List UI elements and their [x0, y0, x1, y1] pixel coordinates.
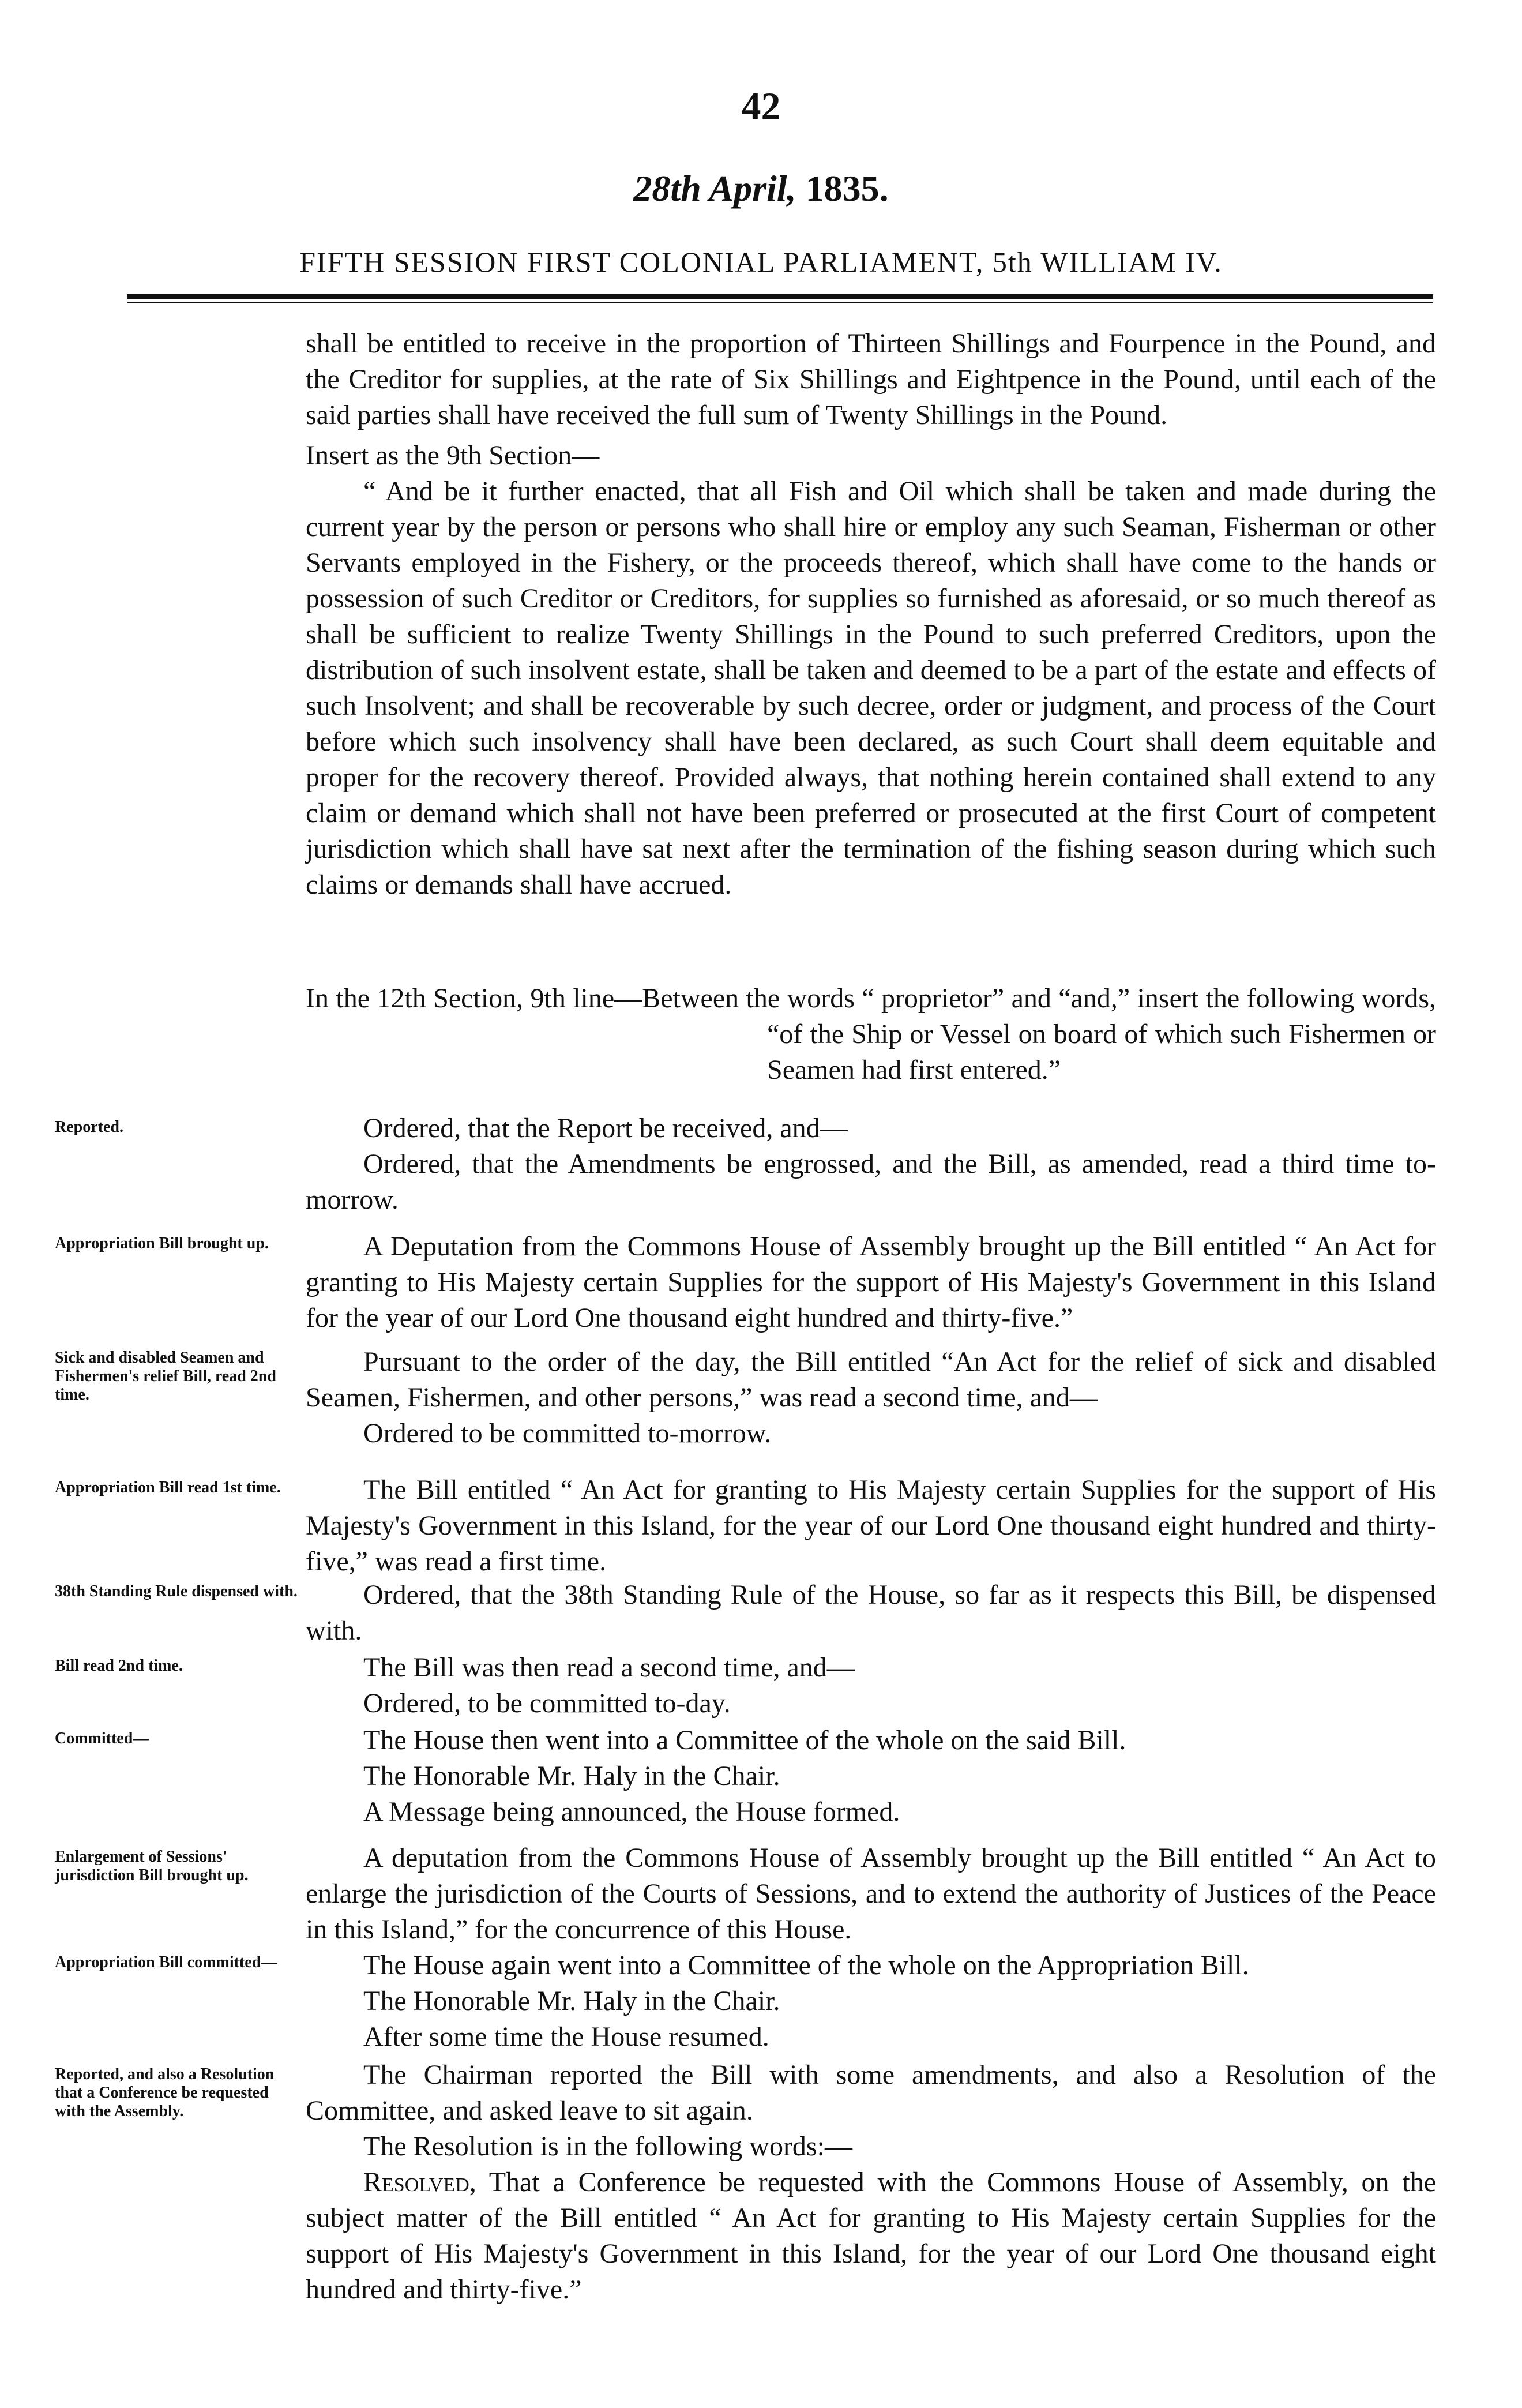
paragraph-resolved: [306, 2165, 1436, 2308]
body-block-reported: [306, 1111, 1436, 1218]
paragraph-insert-section: Insert as the 9th Section—: [306, 440, 600, 471]
margin-note-committed: Committed—: [55, 1730, 149, 1747]
paragraph-deputation-supplies: A Deputation from the Commons House of Assembly brought up the Bill entitled “ An Act for granting to His Majesty certain Supplies for the support of His Majesty's Government in this Island for the year of our Lord One thousand eight hundred and thirty-five.”: [306, 1231, 1436, 1333]
paragraph-chair-haly: The Honorable Mr. Haly in the Chair.: [363, 1761, 780, 1791]
paragraph-committed-today: Ordered, to be committed to-day.: [363, 1688, 731, 1719]
paragraph-message-announced: A Message being announced, the House formed.: [363, 1796, 900, 1827]
margin-note-read-2nd: Bill read 2nd time.: [55, 1657, 183, 1675]
paragraph-resolution-intro: The Resolution is in the following words:—: [363, 2131, 852, 2162]
margin-note-appropriation-brought-up: Appropriation Bill brought up.: [55, 1235, 269, 1252]
body-block-sick-disabled: [306, 1344, 1436, 1451]
paragraph-amendments-engrossed: Ordered, that the Amendments be engrossed, and the Bill, as amended, read a third time to-morrow.: [306, 1149, 1436, 1215]
date-day: 28th April,: [633, 168, 796, 209]
body-block-appropriation-committee: [306, 1948, 1436, 2055]
paragraph-continuation: shall be entitled to receive in the proportion of Thirteen Shillings and Fourpence in the Pound, and the Creditor for supplies, at the rate of Six Shillings and Eightpence in the Pound, until each of the said parties shall have received the full sum of Twenty Shillings in the Pound.: [306, 328, 1436, 430]
body-block-standing-rule: [306, 1577, 1436, 1649]
body-block-continuation: [306, 326, 1436, 903]
margin-note-appropriation-1st: Appropriation Bill read 1st time.: [55, 1479, 281, 1496]
paragraph-house-resumed: After some time the House resumed.: [363, 2021, 769, 2052]
resolved-lead: Resolved,: [363, 2167, 476, 2197]
margin-note-standing-rule: 38th Standing Rule dispensed with.: [55, 1582, 298, 1600]
paragraph-first-reading: The Bill entitled “ An Act for granting to His Majesty certain Supplies for the support of His Majesty's Government in this Island, for the year of our Lord One thousand eight hundred and thirty-five,” was read a first time.: [306, 1475, 1436, 1577]
paragraph-chairman-reported: The Chairman reported the Bill with some amendments, and also a Resolution of the Committee, and asked leave to sit again.: [306, 2060, 1436, 2126]
paragraph-section-text: “ And be it further enacted, that all Fish and Oil which shall be taken and made during the current year by the person or persons who shall hire or employ any such Seaman, Fisherman or other Servants employed in the Fishery, or the proceeds thereof, which shall have come to the hands or possession of such Creditor or Creditors, for supplies so furnished as aforesaid, or so much thereof as shall be sufficient to realize Twenty Shillings in the Pound to such preferred Creditors, upon the distribution of such insolvent estate, shall be taken and deemed to be a part of the estate and effects of such Insolvent; and shall be recoverable by such decree, order or judgment, and process of the Court before which such insolvency shall have been declared, as such Court shall deem equitable and proper for the recovery thereof. Provided always, that nothing herein contained shall extend to any claim or demand which shall not have been preferred or prosecuted at the first Court of competent jurisdiction which shall have sat next after the termination of the fishing season during which such claims or demands shall have accrued.: [306, 476, 1436, 900]
margin-note-sessions-bill: Enlargement of Sessions' jurisdiction Bill brought up.: [55, 1848, 249, 1884]
body-block-amendment: [306, 981, 1436, 1088]
margin-note-sick-disabled: Sick and disabled Seamen and Fishermen's relief Bill, read 2nd time.: [55, 1349, 276, 1404]
paragraph-committee-whole: The House then went into a Committee of the whole on the said Bill.: [363, 1725, 1126, 1756]
margin-note-reported: Reported.: [55, 1118, 123, 1136]
body-block-resolution: [306, 2057, 1436, 2308]
body-block-sessions: [306, 1840, 1436, 1948]
resolved-text: That a Conference be requested with the Commons House of Assembly, on the subject matter of the Bill entitled “ An Act for granting to His Majesty certain Supplies for the support of His Majesty's Government in this Island, for the year of our Lord One thousand eight hundred and thirty-five.”: [306, 2167, 1436, 2305]
margin-note-appropriation-committed: Appropriation Bill committed—: [55, 1953, 277, 1971]
paragraph-chair-haly-2: The Honorable Mr. Haly in the Chair.: [363, 1986, 780, 2016]
paragraph-second-reading: The Bill was then read a second time, and—: [363, 1652, 855, 1683]
paragraph-committed-tomorrow: Ordered to be committed to-morrow.: [363, 1418, 772, 1449]
date-heading: [0, 167, 1522, 210]
header-rule-thin: [127, 302, 1433, 303]
body-block-second-reading: [306, 1650, 1436, 1721]
paragraph-12th-section: In the 12th Section, 9th line—Between the words “ proprietor” and “and,” insert the following words, “of the Ship or Vessel on board of which such Fishermen or Seamen had first entered.”: [306, 983, 1436, 1085]
paragraph-sessions-bill: A deputation from the Commons House of Assembly brought up the Bill entitled “ An Act to enlarge the jurisdiction of the Courts of Sessions, and to extend the authority of Justices of the Peace in this Island,” for the concurrence of this House.: [306, 1843, 1436, 1945]
header-rule-thick: [127, 294, 1433, 299]
body-block-committee: [306, 1723, 1436, 1830]
paragraph-report-received: Ordered, that the Report be received, and—: [363, 1113, 848, 1143]
paragraph-committee-appropriation: The House again went into a Committee of the whole on the Appropriation Bill.: [363, 1950, 1249, 1981]
paragraph-sick-disabled-bill: Pursuant to the order of the day, the Bill entitled “An Act for the relief of sick and disabled Seamen, Fishermen, and other persons,” was read a second time, and—: [306, 1346, 1436, 1413]
body-block-first-reading: [306, 1472, 1436, 1580]
margin-note-reported-conference: Reported, and also a Resolution that a Conference be requested with the Assembly.: [55, 2065, 275, 2120]
page-number: 42: [741, 84, 781, 128]
paragraph-standing-rule: Ordered, that the 38th Standing Rule of the House, so far as it respects this Bill, be dispensed with.: [306, 1580, 1436, 1646]
date-year: 1835.: [805, 168, 889, 209]
body-block-deputation: [306, 1229, 1436, 1336]
session-title: FIFTH SESSION FIRST COLONIAL PARLIAMENT, 5th WILLIAM IV.: [299, 246, 1223, 278]
